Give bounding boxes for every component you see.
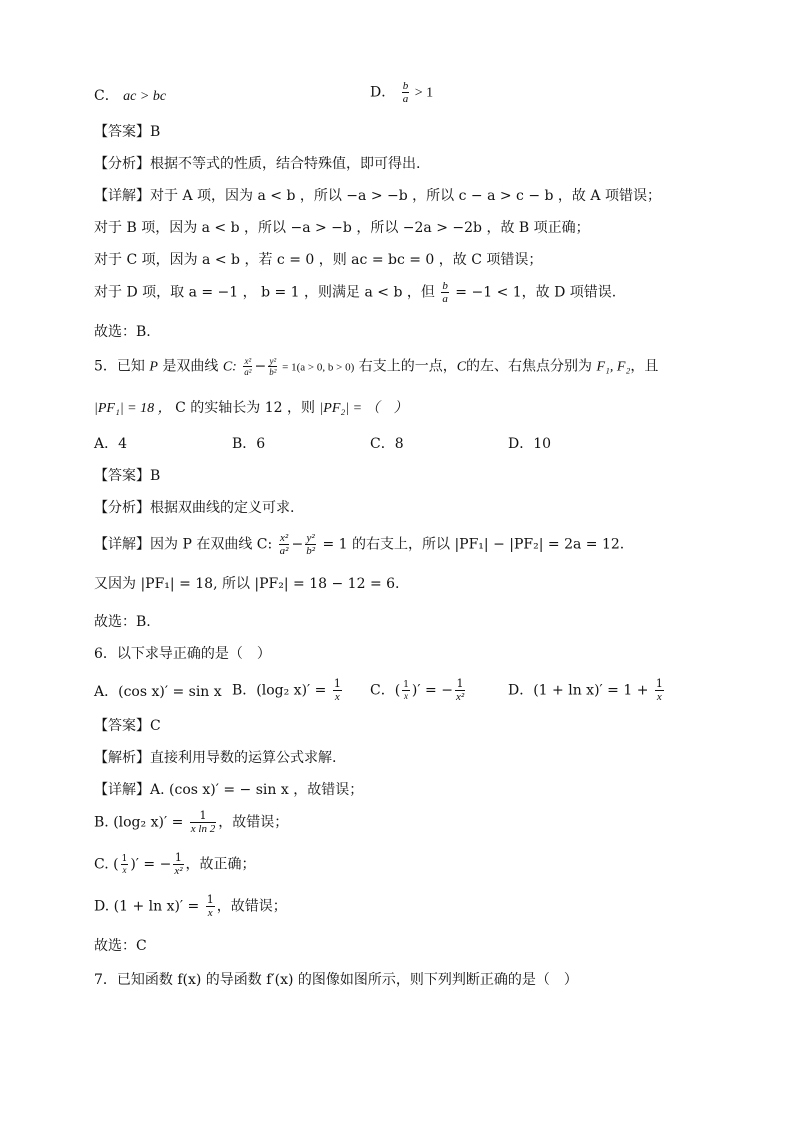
q4-answer	[94, 122, 160, 142]
detail-tag: 【详解】	[94, 782, 150, 798]
numerator: y²	[269, 356, 277, 366]
stem-text: 的左、右焦点分别为	[466, 358, 597, 375]
numerator: y²	[306, 532, 315, 544]
detail-text: D. (1 + ln x)′ =	[94, 898, 204, 915]
math-var: C	[456, 359, 467, 375]
detail-text: C. (	[94, 856, 119, 873]
option-c	[370, 678, 467, 703]
fraction	[190, 810, 216, 835]
answer-tag: 【答案】	[94, 718, 150, 734]
analysis-tag: 【分析】	[94, 156, 150, 172]
denominator: a	[442, 293, 448, 305]
q5-detail-2: 又因为 |PF₁| = 18, 所以 |PF₂| = 18 − 12 = 6.	[94, 576, 400, 592]
detail-text: A. (cos x)′ = − sin x ，故错误；	[150, 782, 364, 798]
q6-options	[94, 678, 714, 706]
numerator: 1	[333, 677, 341, 690]
fraction	[121, 854, 129, 875]
option-text: B．(log₂ x)′ =	[232, 682, 331, 699]
option-d	[370, 80, 433, 105]
stem-text: 右支上的一点，	[354, 358, 457, 375]
detail-text: B. (log₂ x)′ =	[94, 814, 188, 831]
q4-detail-3: 对于 C 项，因为 a < b ，若 c = 0 ，则 ac = bc = 0 ，故 C 项错误；	[94, 252, 543, 268]
option-d	[508, 678, 666, 703]
q6-detail-c	[94, 852, 256, 877]
numerator: b	[442, 280, 448, 292]
numerator: 1	[199, 809, 207, 822]
answer-value: B	[150, 124, 161, 140]
q5-options	[94, 434, 714, 454]
answer-tag: 【答案】	[94, 468, 150, 484]
numerator: 1	[655, 677, 663, 690]
q5-answer	[94, 466, 160, 486]
option-text: )′ = −	[411, 682, 453, 699]
denominator: b²	[306, 545, 316, 557]
math-var: F₁, F₂	[596, 359, 631, 375]
detail-text: = 1 的右支上，所以 |PF₁| − |PF₂| = 2a = 12.	[318, 536, 625, 553]
option-label: C．	[94, 88, 119, 104]
denominator: x	[122, 865, 127, 875]
detail-text: 对于 D 项，取 a = −1 ， b = 1 ，则满足 a < b ，但	[94, 284, 435, 301]
denominator: a	[402, 93, 409, 105]
detail-text: 对于 A 项，因为 a < b ，所以 −a > −b ，所以 c − a > c − b ，故 A 项错误；	[150, 188, 661, 204]
q6-detail-b	[94, 810, 288, 835]
answer-value: C	[150, 718, 161, 734]
q6-choose: 故选：C	[94, 938, 147, 954]
q6-detail-d	[94, 894, 287, 919]
detail-text: = −1 < 1，故 D 项错误.	[450, 284, 617, 301]
answer-value: B	[150, 468, 161, 484]
fraction	[402, 680, 410, 701]
detail-tag: 【详解】	[94, 536, 150, 553]
q6-analysis	[94, 748, 336, 768]
numerator: 1	[456, 677, 464, 690]
detail-text: ，故正确；	[185, 856, 256, 873]
detail-text: ，故错误；	[218, 814, 289, 831]
q4-detail-2: 对于 B 项，因为 a < b ，所以 −a > −b ，所以 −2a > −2b ，故 B 项正确；	[94, 220, 590, 236]
denominator: x ln 2	[190, 823, 216, 835]
fraction	[173, 852, 183, 877]
option-c: C．8	[370, 436, 404, 452]
denominator: a²	[244, 367, 252, 377]
fraction	[206, 894, 215, 919]
analysis-text: 根据双曲线的定义可求.	[150, 500, 295, 516]
option-a: A．(cos x)′ = sin x	[94, 684, 222, 700]
fraction	[279, 532, 290, 557]
numerator: b	[402, 80, 409, 92]
detail-text: 因为 P 在双曲线 C:	[150, 536, 273, 553]
q5-analysis	[94, 498, 294, 518]
option-b: B．6	[232, 436, 266, 452]
q5-stem-1: 5．已知 P 是双曲线 C: $\frac{\text{x²}}{\text{a²}}$ − $\frac{\text{y²}}{\text{b²}}$ = 1(a > 0, b > 0) 右支上的一点，C的左、右焦点分别为 F₁, F₂，且	[94, 356, 659, 377]
option-c	[94, 86, 166, 107]
detail-text: ，故错误；	[216, 898, 287, 915]
math-var: C:	[222, 359, 237, 375]
stem-text: C 的实轴长为 12 ，则	[175, 400, 320, 416]
q7-stem: 7．已知函数 f(x) 的导函数 f′(x) 的图像如图所示，则下列判断正确的是（ ）	[94, 972, 578, 988]
numerator: x²	[279, 532, 289, 544]
q5-stem-2	[94, 398, 408, 419]
denominator: x	[404, 691, 409, 701]
denominator: x²	[455, 691, 465, 703]
answer-tag: 【答案】	[94, 124, 150, 140]
math-var: P	[149, 359, 158, 375]
q5-detail-1: 【详解】因为 P 在双曲线 C: $\frac{\text{x²}}{\text{a²}}$ − $\frac{\text{y²}}{\text{b²}}$ = 1 的右支上，所以 |PF₁| − |PF₂| = 2a = 12.	[94, 532, 625, 557]
numerator: 1	[121, 854, 128, 864]
option-label: D．	[370, 84, 396, 101]
analysis-tag: 【分析】	[94, 500, 150, 516]
denominator: x²	[174, 865, 183, 877]
condition: = 1(a > 0, b > 0)	[279, 361, 355, 374]
numerator: 1	[174, 851, 182, 864]
denominator: x	[206, 906, 215, 919]
option-b	[232, 678, 344, 703]
denominator: x	[655, 690, 664, 703]
option-text: C．(	[370, 682, 401, 699]
q6-stem: 6．以下求导正确的是（ ）	[94, 646, 271, 662]
q4-detail-1	[94, 186, 661, 206]
analysis-text: 直接利用导数的运算公式求解.	[150, 750, 337, 766]
numerator: 1	[206, 893, 214, 906]
math-expr: |PF₂| = （ ）	[319, 401, 408, 416]
fraction	[402, 80, 410, 105]
stem-text: 是双曲线	[157, 358, 223, 375]
denominator: a²	[279, 545, 289, 557]
q6-detail-a	[94, 780, 363, 800]
option-expr: ac > bc	[123, 89, 167, 104]
option-d: D．10	[508, 436, 552, 452]
q5-choose: 故选：B.	[94, 614, 151, 630]
fraction	[455, 678, 465, 703]
option-expr: > 1	[411, 85, 434, 101]
numerator: x²	[244, 356, 252, 366]
detail-tag: 【详解】	[94, 188, 150, 204]
numerator: 1	[403, 680, 409, 690]
fraction	[333, 678, 342, 703]
q4-analysis	[94, 154, 420, 174]
fraction	[655, 678, 664, 703]
fraction	[441, 280, 449, 305]
detail-text: )′ = −	[130, 856, 172, 873]
fraction	[305, 532, 316, 557]
q4-detail-4	[94, 280, 616, 305]
stem-text: 5．已知	[94, 358, 150, 375]
analysis-tag: 【解析】	[94, 750, 150, 766]
math-expr: |PF₁| = 18 ，	[94, 401, 176, 416]
stem-text: ，且	[630, 358, 659, 375]
fraction	[243, 356, 252, 377]
analysis-text: 根据不等式的性质，结合特殊值，即可得出.	[150, 156, 421, 172]
fraction	[268, 356, 277, 377]
option-a: A．4	[94, 436, 128, 452]
option-text: D．(1 + ln x)′ = 1 +	[508, 682, 653, 699]
denominator: x	[333, 690, 342, 703]
q4-choose: 故选：B.	[94, 324, 151, 340]
q6-answer	[94, 716, 161, 736]
denominator: b²	[269, 367, 277, 377]
